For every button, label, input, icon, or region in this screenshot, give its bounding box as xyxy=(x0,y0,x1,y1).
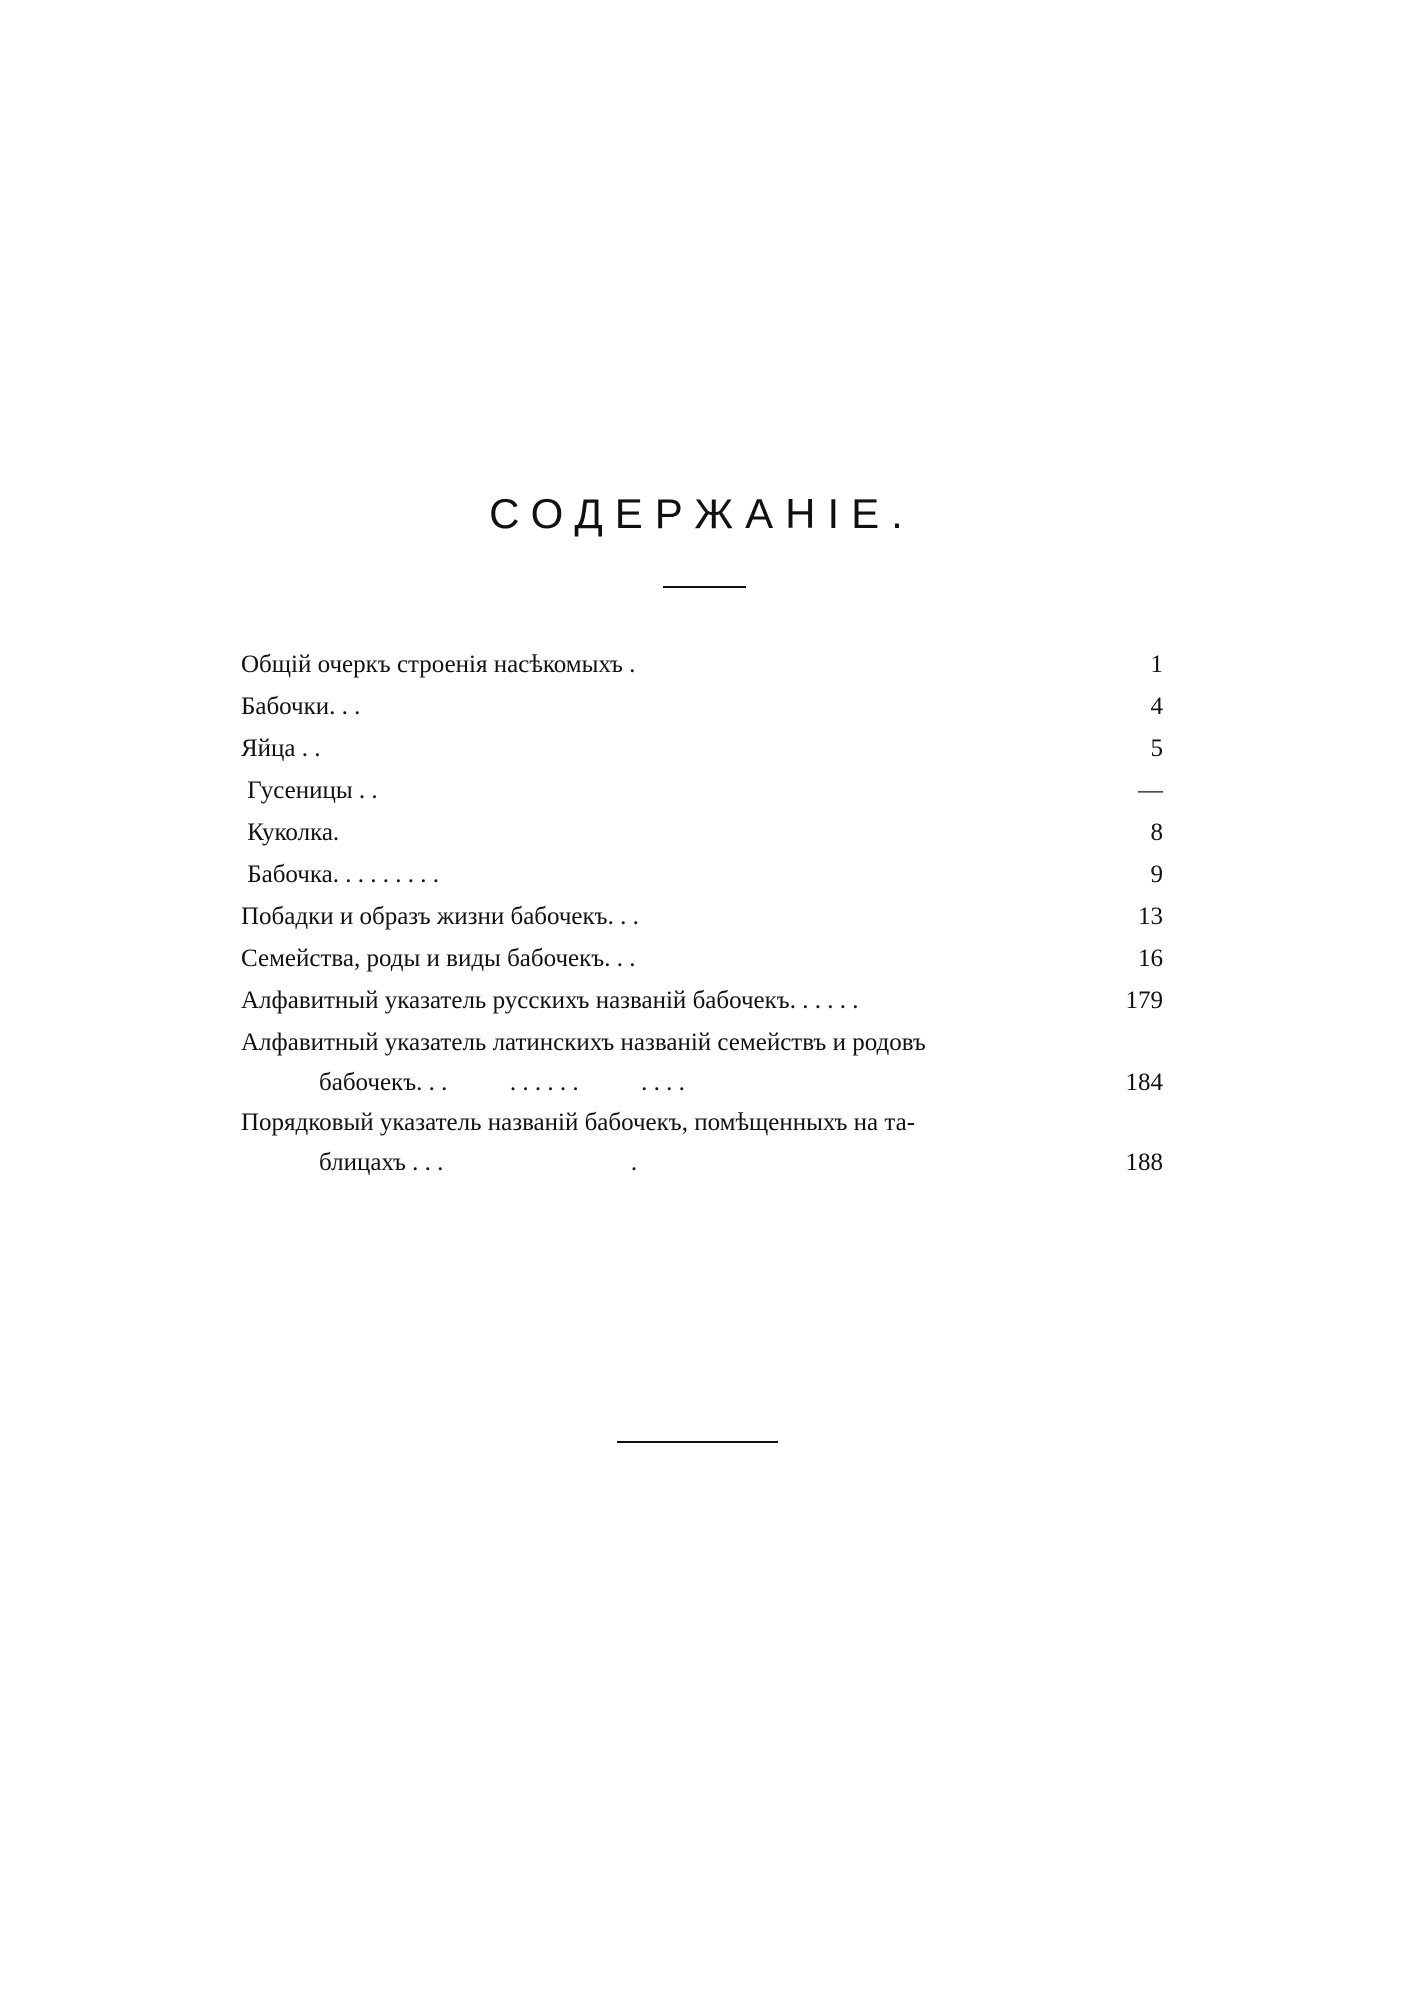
toc-entry-page: 9 xyxy=(1150,861,1163,888)
toc-entry-page: — xyxy=(1138,777,1163,804)
closing-rule xyxy=(617,1441,778,1443)
toc-entry-text: Яйца . . xyxy=(241,735,321,762)
toc-entry-text: Побадки и образъ жизни бабочекъ. . . xyxy=(241,903,639,930)
toc-entry-page: 179 xyxy=(1125,987,1163,1014)
toc-entry-page: 13 xyxy=(1138,903,1163,930)
toc-entry-page: 16 xyxy=(1138,945,1163,972)
toc-entry-text: Куколка. xyxy=(241,819,340,846)
toc-entry-page: 4 xyxy=(1150,693,1163,720)
toc-entry-text-continuation: блицахъ . . . . xyxy=(319,1149,638,1176)
toc-entry-page: 5 xyxy=(1150,735,1163,762)
toc-entry-text: Гусеницы . . xyxy=(241,777,378,804)
toc-entry-text: Порядковый указатель названій бабочекъ, помѣщенныхъ на та- xyxy=(241,1109,916,1136)
page-title: СОДЕРЖАНІЕ. xyxy=(489,490,915,537)
toc-entry-text: Бабочка. . . . . . . . . xyxy=(241,861,439,888)
toc-entry-text: Бабочки. . . xyxy=(241,693,361,720)
toc-entry-page: 184 xyxy=(1125,1069,1163,1096)
toc-entry-page: 188 xyxy=(1125,1149,1163,1176)
toc-entry-text: Алфавитный указатель русскихъ названій бабочекъ. . . . . . xyxy=(241,987,859,1014)
toc-entry-text: Общій очеркъ строенія насѣкомыхъ . xyxy=(241,651,636,678)
toc-entry-page: 8 xyxy=(1150,819,1163,846)
toc-entry-text: Алфавитный указатель латинскихъ названій семействъ и родовъ xyxy=(241,1029,926,1056)
toc-entry-page: 1 xyxy=(1150,651,1163,678)
title-underline xyxy=(663,586,746,588)
toc-entry-text: Семейства, роды и виды бабочекъ. . . xyxy=(241,945,636,972)
toc-entry-text-continuation: бабочекъ. . . . . . . . . . . . . xyxy=(319,1069,685,1096)
